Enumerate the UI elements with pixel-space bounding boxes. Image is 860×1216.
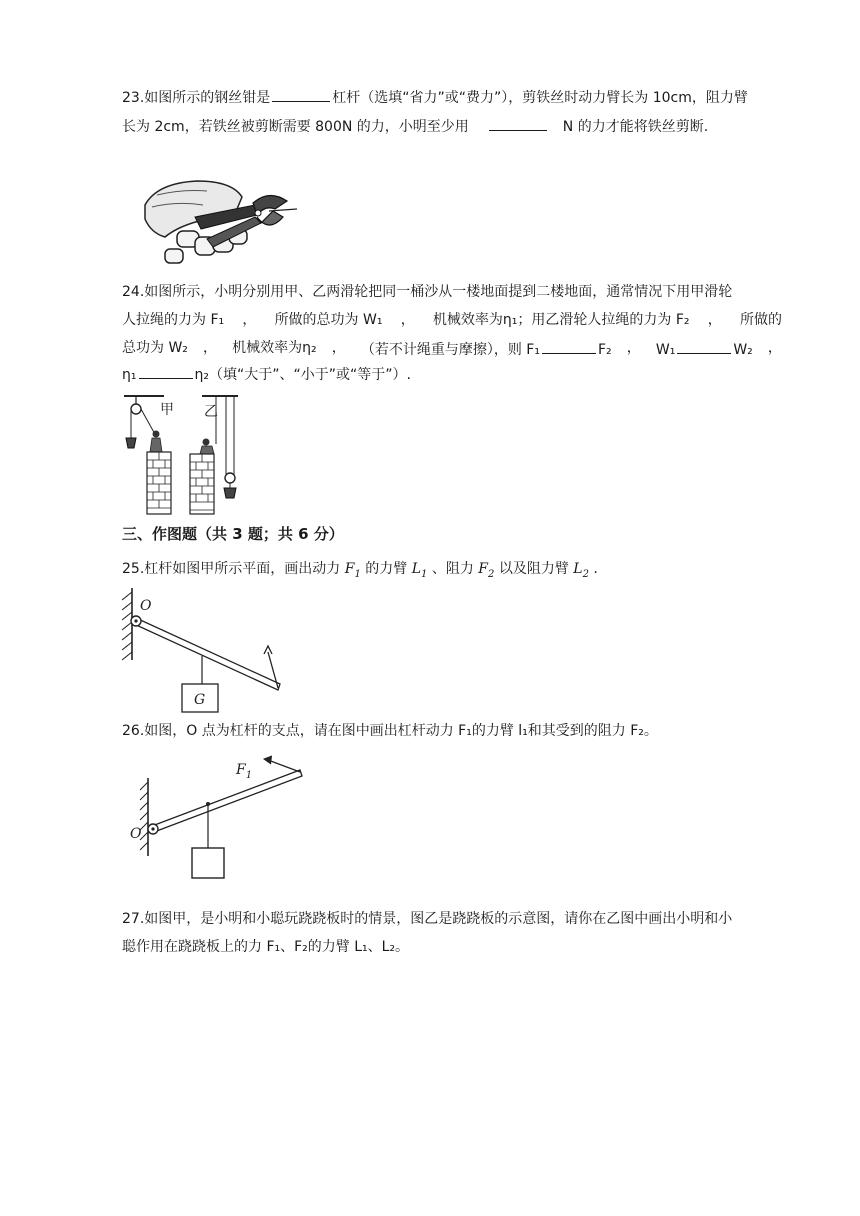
q24-blank-2[interactable] (677, 339, 731, 354)
q24-text-3i: W₂ (733, 342, 753, 358)
q24-text-4b: η₂（填“大于”、“小于”或“等于”）. (194, 367, 411, 383)
q24-text-3a: 总功为 W₂ (122, 340, 188, 356)
q24-text-3c: 机械效率为η₂ (232, 340, 317, 356)
q24-text-3b: ， (203, 340, 218, 356)
q24-comp-1 (361, 339, 612, 359)
pulley-figure (122, 392, 242, 516)
q25-f2 (478, 561, 495, 580)
q25-f1-sub: 1 (354, 568, 361, 580)
q26-force-label (235, 762, 252, 781)
q24-text-2d: ， (400, 312, 415, 328)
q24-line-2 (122, 311, 782, 329)
q24-text-3g: ， (626, 340, 641, 356)
q24-text-3d: ， (331, 340, 346, 356)
q24-text-3e: （若不计绳重与摩擦），则 F₁ (360, 342, 540, 358)
q25-l1-sub: 1 (421, 568, 428, 580)
q24-text-2c: 所做的总功为 W₁ (274, 312, 383, 328)
section-3-heading: 三、作图题（共 3 题；共 6 分） (122, 525, 344, 543)
q23-blank-1[interactable] (272, 87, 330, 102)
q25-line (122, 560, 782, 584)
q24-text-2f: ， (707, 312, 722, 328)
q25-text-a: 25.杠杆如图甲所示平面，画出动力 (122, 561, 341, 577)
q25-l2 (573, 561, 589, 580)
q25-pivot-label: O (140, 598, 152, 614)
q27-line-2 (122, 938, 782, 956)
q24-comp-2 (656, 339, 753, 359)
q24-text-3f: F₂ (597, 342, 612, 358)
q25-text-d: 以及阻力臂 (498, 561, 569, 577)
q24-line-3 (122, 339, 782, 359)
q25-text-c: 、阻力 (431, 561, 474, 577)
q27-line-1 (122, 910, 782, 928)
q23-text-d: N 的力才能将铁丝剪断. (562, 119, 709, 135)
q25-l2-letter: L (573, 561, 583, 577)
q26-force-sub: 1 (245, 770, 253, 781)
q26-force-letter: F (236, 762, 246, 778)
q27-text-1: 27.如图甲，是小明和小聪玩跷跷板时的情景，图乙是跷跷板的示意图，请你在乙图中画出小明和小 (122, 911, 733, 927)
lever-figure-q25 (118, 584, 298, 716)
q24-text-2a: 人拉绳的力为 F₁ (122, 312, 225, 328)
q24-blank-3[interactable] (139, 364, 193, 379)
q24-text-1: 24.如图所示，小明分别用甲、乙两滑轮把同一桶沙从一楼地面提到二楼地面，通常情况下用甲滑轮 (122, 284, 733, 300)
pliers-figure (137, 175, 299, 271)
q24-text-2g: 所做的 (739, 312, 782, 328)
yi-label: 乙 (204, 404, 218, 420)
q23-text-c: 长为 2cm，若铁丝被剪断需要 800N 的力，小明至少用 (122, 119, 469, 135)
q24-text-2e: 机械效率为η₁；用乙滑轮人拉绳的力为 F₂ (432, 312, 690, 328)
q25-text-b: 的力臂 (365, 561, 408, 577)
q23-text-a: 23.如图所示的钢丝钳是 (122, 90, 271, 106)
q25-l2-sub: 2 (582, 568, 589, 580)
jia-label: 甲 (160, 402, 174, 418)
q23-blank-2[interactable] (489, 116, 547, 131)
q26-text: 26.如图，O 点为杠杆的支点，请在图中画出杠杆动力 F₁的力臂 l₁和其受到的阻力 F₂。 (122, 723, 658, 739)
q23-text-b: 杠杆（选填“省力”或“费力”），剪铁丝时动力臂长为 10cm，阻力臂 (332, 90, 748, 106)
q24-line-1 (122, 283, 782, 301)
q26-pivot-label: O (130, 826, 142, 842)
q25-f1 (344, 561, 361, 580)
q24-blank-1[interactable] (542, 339, 596, 354)
q25-l1-letter: L (411, 561, 422, 577)
q25-f2-letter: F (478, 561, 489, 577)
q27-text-2: 聪作用在跷跷板上的力 F₁、F₂的力臂 L₁、L₂。 (122, 939, 410, 955)
q25-l1 (411, 561, 428, 580)
q24-text-3j: ， (767, 340, 782, 356)
q25-f2-sub: 2 (488, 568, 495, 580)
q23-line-1 (122, 87, 782, 107)
q24-text-3h: W₁ (655, 342, 676, 358)
q24-line-4 (122, 364, 782, 384)
q24-text-2b: ， (242, 312, 257, 328)
q25-f1-letter: F (344, 561, 355, 577)
lever-figure-q26 (132, 752, 312, 884)
q24-text-4a: η₁ (122, 367, 137, 383)
q26-line (122, 722, 782, 740)
q25-text-e: . (593, 561, 598, 577)
q23-line-2 (122, 116, 782, 136)
q25-weight-label: G (194, 692, 206, 708)
